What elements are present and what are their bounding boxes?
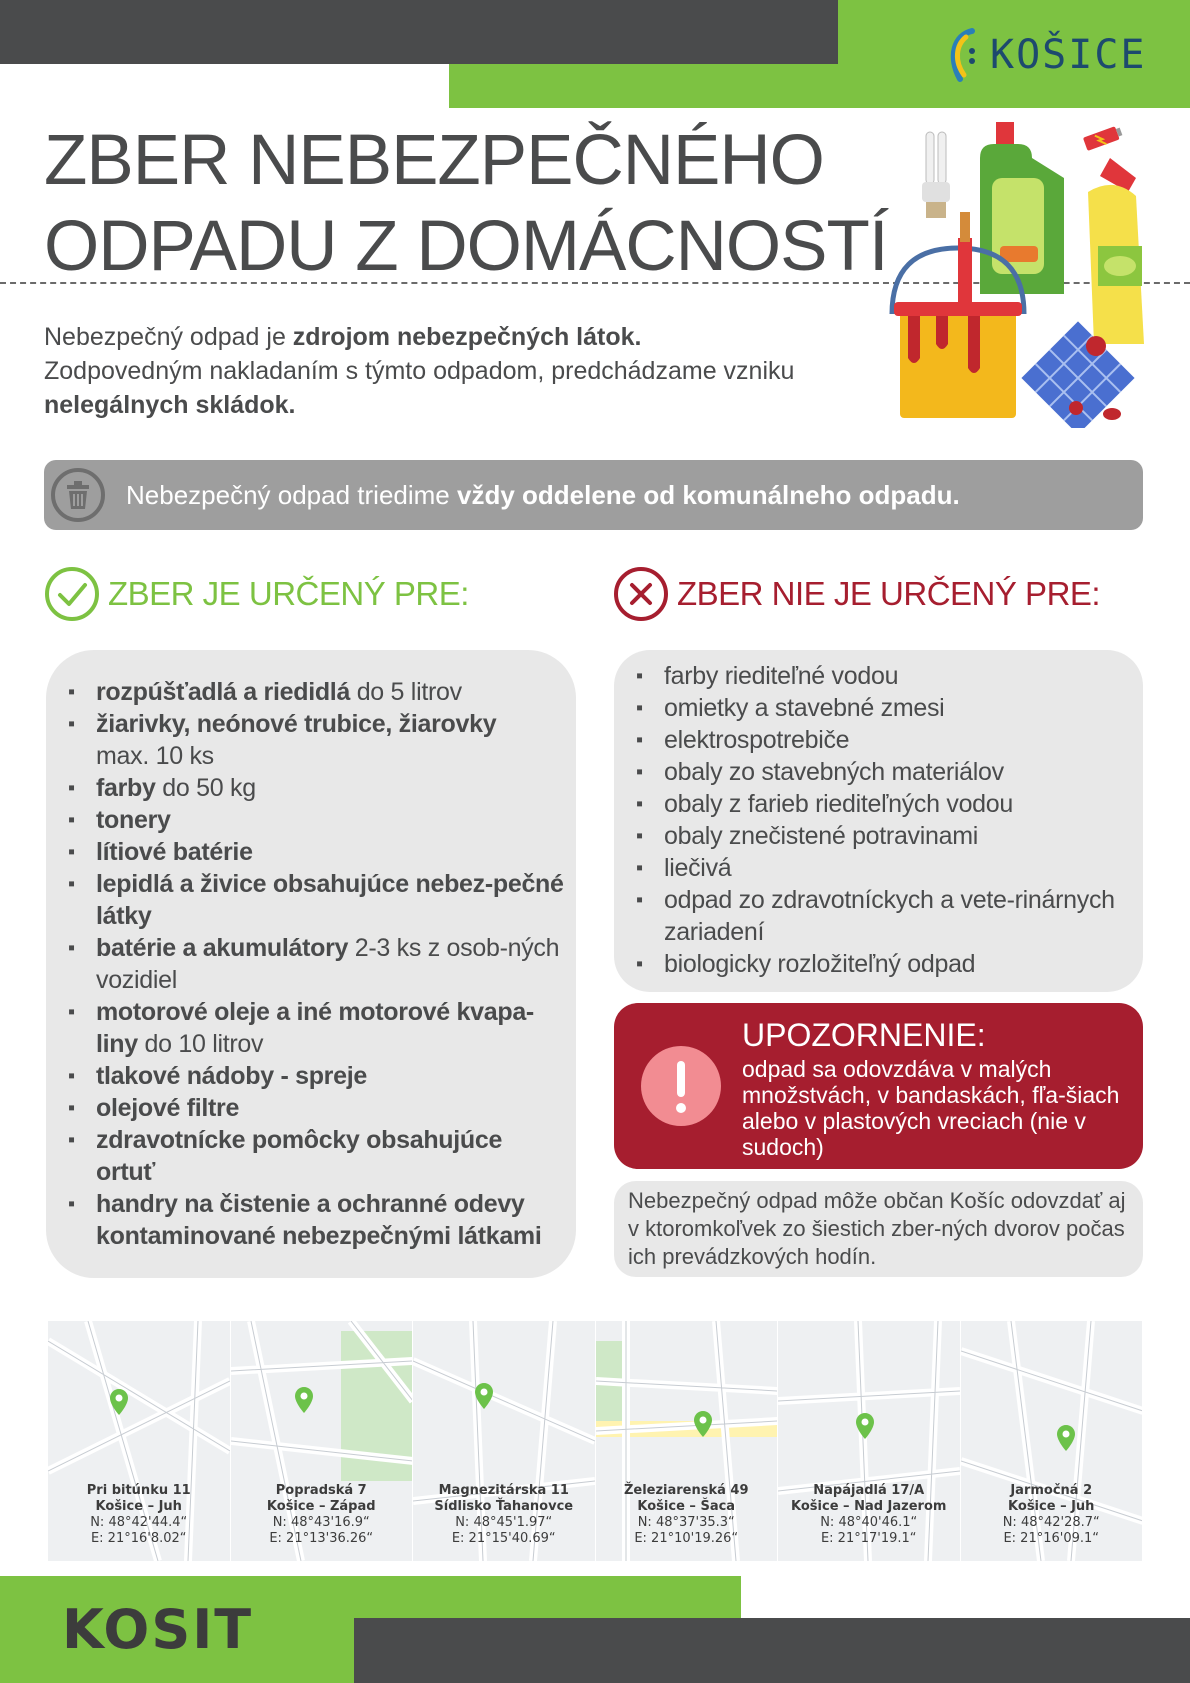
sorting-notice-plain: Nebezpečný odpad triedime	[126, 479, 457, 510]
map-pin-icon	[856, 1413, 874, 1439]
list-item: ▪ obaly znečistené potravinami	[628, 820, 1133, 852]
map-label	[231, 1483, 413, 1547]
list-item-bold: rozpúšťadlá a riedidlá	[96, 678, 351, 706]
allowed-heading	[44, 566, 469, 622]
page-title-line2: ODPADU Z DOMÁCNOSTÍ	[44, 207, 888, 286]
map-label	[596, 1483, 778, 1547]
intro-text	[44, 320, 884, 422]
list-item	[60, 676, 566, 708]
list-item-bold: lítiové batérie	[96, 838, 253, 866]
list-item-bold: tlakové nádoby - spreje	[96, 1062, 367, 1090]
yard-street: Popradská 7	[275, 1483, 367, 1498]
list-item	[60, 1188, 566, 1252]
map-label	[413, 1483, 595, 1547]
list-item: ▪ farby rieditеľné vodou	[628, 660, 1133, 692]
exclamation-circle-icon	[640, 1045, 722, 1127]
warning-title: UPOZORNENIE:	[742, 1017, 986, 1053]
map-card[interactable]	[231, 1321, 414, 1561]
yard-street: Pri bitúnku 11	[86, 1483, 191, 1498]
list-item: ▪ obaly z farieb riediteľných vodou	[628, 788, 1133, 820]
map-label	[961, 1483, 1143, 1547]
map-pin-icon	[475, 1383, 493, 1409]
yard-lat: N: 48°37'35.3“	[637, 1515, 735, 1530]
yard-lon: E: 21°16'09.1“	[1003, 1531, 1100, 1546]
footer-dark-bar	[354, 1618, 1190, 1683]
list-item	[60, 836, 566, 868]
page-title	[44, 118, 888, 290]
intro-p1-plain: Nebezpečný odpad je	[44, 323, 293, 351]
yard-area: Košice – Juh	[95, 1499, 182, 1514]
list-item-bold: lepidlá a živice obsahujúce nebez-pečné látky	[96, 870, 564, 930]
list-item-plain: do 5 litrov	[350, 678, 462, 706]
map-card[interactable]	[596, 1321, 779, 1561]
allowed-heading-text: ZBER JE URČENÝ PRE:	[108, 575, 469, 612]
allowed-list	[60, 676, 566, 1252]
yard-area: Košice – Juh	[1008, 1499, 1095, 1514]
yard-lon: E: 21°10'19.26“	[634, 1531, 739, 1546]
map-card[interactable]	[961, 1321, 1144, 1561]
battery-icon	[1083, 125, 1123, 151]
lightbulb-icon	[922, 132, 950, 218]
yard-lat: N: 48°40'46.1“	[820, 1515, 918, 1530]
list-item: ▪ biologicky rozložiteľný odpad	[628, 948, 1133, 980]
list-item	[60, 1060, 566, 1092]
collection-yards-info: Nebezpečný odpad môže občan Košíc odovzdať aj v ktoromkoľvek zo šiestich zber-ných dvorov počas ich prevádzkových hodín.	[614, 1181, 1143, 1277]
header-dark-bar	[0, 0, 838, 64]
list-item-bold: batérie a akumulátory	[96, 934, 349, 962]
map-pin-icon	[694, 1411, 712, 1437]
not-allowed-list-box	[614, 650, 1143, 992]
yard-area: Košice – Západ	[266, 1499, 376, 1514]
list-item	[60, 708, 566, 772]
list-item	[60, 1092, 566, 1124]
sorting-notice-text	[126, 480, 960, 511]
list-item-bold: tonery	[96, 806, 171, 834]
yard-street: Napájadlá 17/A	[813, 1483, 925, 1498]
not-allowed-list	[628, 660, 1133, 980]
kosice-logo-mark-icon	[946, 27, 982, 83]
yard-street: Železiarenská 49	[623, 1483, 749, 1498]
not-allowed-heading	[613, 566, 1100, 622]
map-pin-icon	[295, 1387, 313, 1413]
list-item-plain: 2-3 ks z osob-ných vozidiel	[96, 934, 560, 994]
list-item-bold: motorové oleje a iné motorové kvapa-liny	[96, 998, 534, 1058]
kosice-logo-text: KOŠICE	[990, 32, 1147, 78]
yard-lon: E: 21°15'40.69“	[451, 1531, 556, 1546]
map-pin-icon	[110, 1389, 128, 1415]
yard-lat: N: 48°42'44.4“	[90, 1515, 188, 1530]
yard-street: Jarmočná 2	[1010, 1483, 1093, 1498]
map-label	[778, 1483, 960, 1547]
list-item	[60, 804, 566, 836]
list-item	[60, 868, 566, 932]
yard-lon: E: 21°16'8.02“	[90, 1531, 187, 1546]
list-item	[60, 1124, 566, 1188]
yard-lat: N: 48°45'1.97“	[455, 1515, 553, 1530]
list-item: ▪ omietky a stavebné zmesi	[628, 692, 1133, 724]
x-circle-icon	[613, 566, 669, 622]
list-item-plain: do 10 litrov	[137, 1030, 264, 1058]
yard-lat: N: 48°42'28.7“	[1002, 1515, 1100, 1530]
yard-street: Magnezitárska 11	[438, 1483, 569, 1498]
list-item-bold: žiarivky, neónové trubice, žiarovky	[96, 710, 497, 738]
not-allowed-heading-text: ZBER NIE JE URČENÝ PRE:	[677, 575, 1101, 612]
check-circle-icon	[44, 566, 100, 622]
yard-area: Košice – Nad Jazerom	[791, 1499, 947, 1514]
yard-area: Košice – Šaca	[637, 1499, 736, 1514]
page-title-line1: ZBER NEBEZPEČNÉHO	[44, 121, 824, 200]
yard-lat: N: 48°43'16.9“	[272, 1515, 370, 1530]
yard-lon: E: 21°13'36.26“	[269, 1531, 374, 1546]
map-card[interactable]	[413, 1321, 596, 1561]
map-card[interactable]	[778, 1321, 961, 1561]
hazardous-waste-illustration	[888, 118, 1148, 428]
cleaner-bottle-icon	[1088, 158, 1144, 344]
collection-yards-maps	[48, 1321, 1143, 1561]
kosit-logo: KOSIT	[62, 1598, 254, 1661]
yard-area: Sídlisko Ťahanovce	[434, 1499, 574, 1514]
list-item	[60, 932, 566, 996]
list-item-bold: zdravotnícke pomôcky obsahujúce ortuť	[96, 1126, 503, 1186]
kosice-logo	[946, 24, 1147, 86]
warning-text: odpad sa odovzdáva v malých množstvách, v bandaskách, fľa-šiach alebo v plastových vreciach (nie v sudoch)	[742, 1056, 1120, 1160]
map-label	[48, 1483, 230, 1547]
header-green-bar-lower	[449, 64, 849, 108]
list-item-bold: handry na čistenie a ochranné odevy kontaminované nebezpečnými látkami	[96, 1190, 542, 1250]
list-item-bold: olejové filtre	[96, 1094, 240, 1122]
list-item: ▪ elektrospotrebiče	[628, 724, 1133, 756]
map-card[interactable]	[48, 1321, 231, 1561]
list-item	[60, 772, 566, 804]
intro-p1-bold: zdrojom nebezpečných látok.	[292, 323, 642, 351]
trash-bin-icon	[50, 467, 106, 523]
allowed-list-box	[46, 650, 576, 1278]
yard-lon: E: 21°17'19.1“	[820, 1531, 917, 1546]
map-pin-icon	[1057, 1425, 1075, 1451]
warning-box	[614, 1003, 1143, 1169]
list-item	[60, 996, 566, 1060]
list-item-bold: farby	[96, 774, 156, 802]
sorting-notice	[44, 460, 1143, 530]
list-item-plain: do 50 kg	[155, 774, 256, 802]
list-item: ▪ obaly zo stavebných materiálov	[628, 756, 1133, 788]
intro-p2: Zodpovedným nakladaním s týmto odpadom, predchádzame vzniku	[44, 357, 795, 385]
sorting-notice-bold: vždy oddelene od komunálneho odpadu.	[456, 479, 960, 510]
intro-p3-bold: nelegálnych skládok.	[44, 391, 296, 419]
list-item: ▪ liečivá	[628, 852, 1133, 884]
detergent-bottle-icon	[980, 122, 1064, 294]
list-item-plain: max. 10 ks	[96, 742, 214, 770]
list-item: ▪ odpad zo zdravotníckych a vete-rinárnych zariadení	[628, 884, 1133, 948]
